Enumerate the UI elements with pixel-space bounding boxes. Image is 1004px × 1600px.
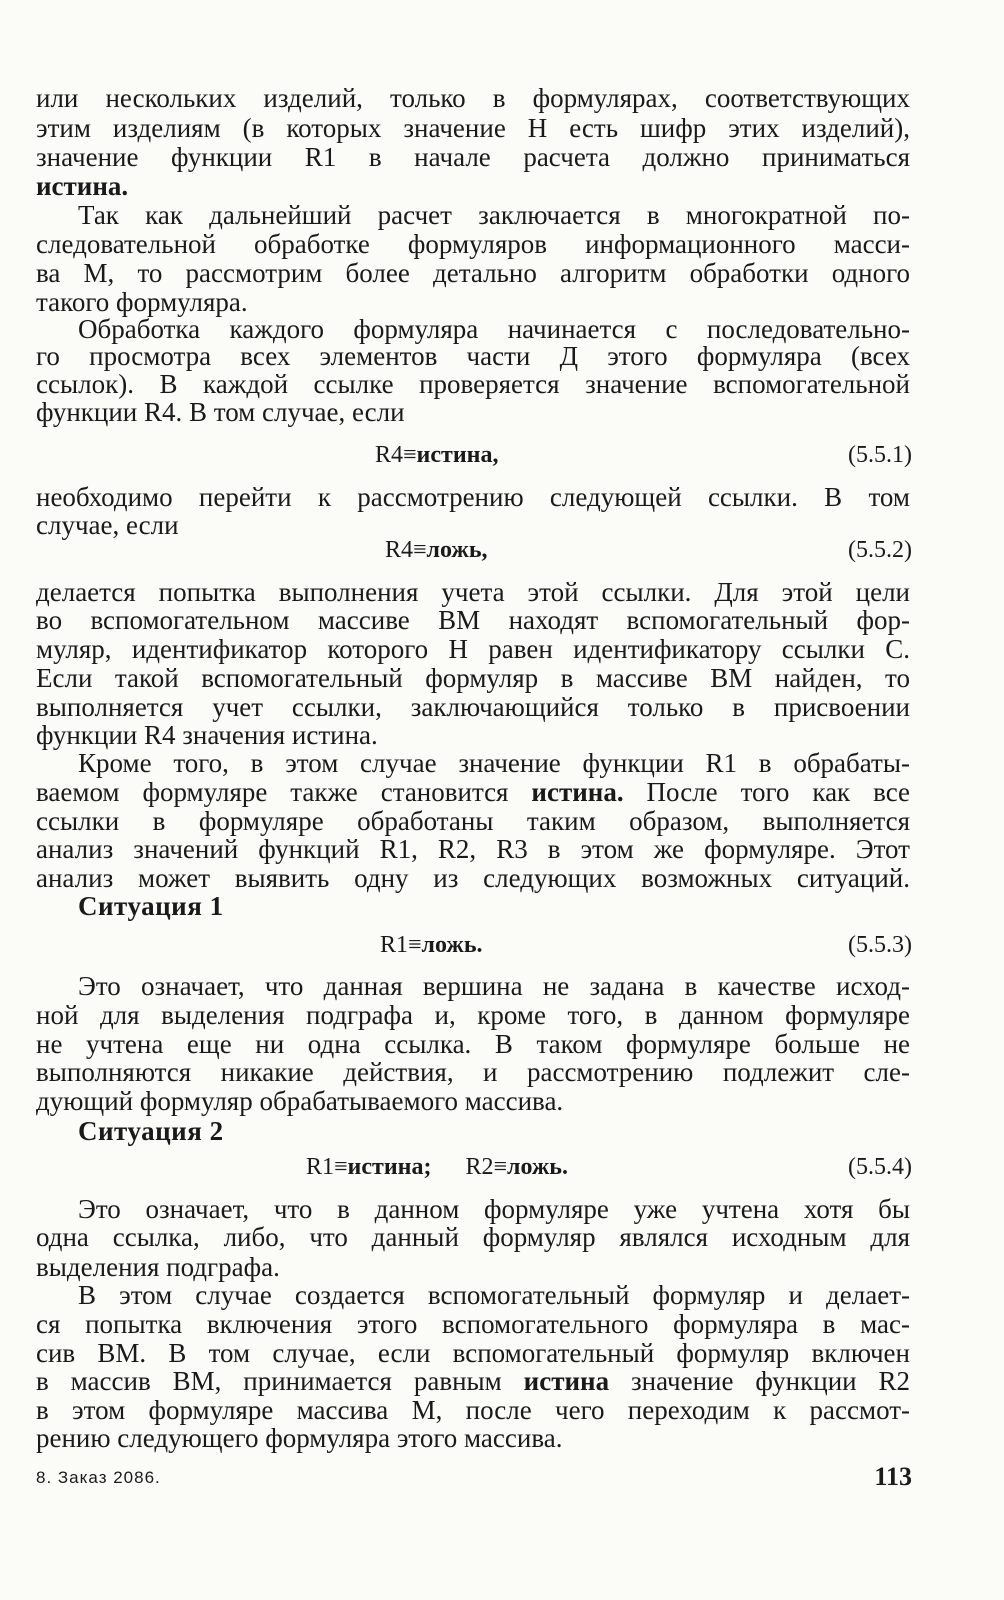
formula-lhs: R2≡ — [465, 1154, 508, 1180]
paragraph-start-line: Кроме того, в этом случае значение функции R1 в обрабаты- — [78, 748, 910, 778]
emphasis-word: истина. — [36, 171, 129, 201]
formula-5-5-1 — [375, 440, 498, 470]
paragraph-start-line: Это означает, что в данном формуляре уже учтена хотя бы — [78, 1194, 910, 1224]
text-line: ной для выделения подграфа и, кроме того, в данном формуляре — [36, 1000, 910, 1030]
situation-2-heading: Ситуация 2 — [78, 1116, 224, 1146]
paragraph-start-line: Обработка каждого формуляра начинается с последовательно- — [78, 314, 910, 344]
formula-lhs: R1≡ — [380, 932, 422, 958]
text-line: или нескольких изделий, только в формулярах, соответствующих — [36, 83, 910, 113]
text-line: функции R4. В том случае, если — [36, 397, 405, 427]
text-line: необходимо перейти к рассмотрению следующей ссылки. В том — [36, 482, 910, 512]
text-line: во вспомогательном массиве ВМ находят вспомогательный фор- — [36, 605, 910, 635]
formula-rhs: ложь. — [421, 932, 483, 958]
text-line: муляр, идентификатор которого Н равен идентификатору ссылки С. — [36, 634, 910, 664]
text-line: случае, если — [36, 510, 179, 540]
formula-lhs: R1≡ — [306, 1154, 348, 1180]
text-line: выполняется учет ссылки, заключающийся только в присвоении — [36, 692, 910, 722]
text-fragment: в массив ВМ, принимается равным — [36, 1366, 524, 1396]
text-line: выделения подграфа. — [36, 1252, 280, 1282]
paragraph-start-line: Это означает, что данная вершина не задана в качестве исход- — [78, 971, 910, 1001]
formula-5-5-3 — [380, 930, 483, 960]
text-line: следовательной обработке формуляров информационного масси- — [36, 229, 910, 259]
text-line — [36, 777, 910, 807]
text-line: го просмотра всех элементов части Д этого формуляра (всех — [36, 341, 910, 371]
text-line: Если такой вспомогательный формуляр в массиве ВМ найден, то — [36, 663, 910, 693]
equation-number: (5.5.2) — [848, 537, 912, 563]
equation-number: (5.5.1) — [848, 442, 912, 468]
equation-number: (5.5.3) — [848, 932, 912, 958]
text-line: сив ВМ. В том случае, если вспомогательный формуляр включен — [36, 1338, 910, 1368]
text-line: функции R4 значения истина. — [36, 720, 378, 750]
text-line: делается попытка выполнения учета этой ссылки. Для этой цели — [36, 577, 910, 607]
formula-5-5-2 — [385, 535, 488, 565]
formula-lhs: R4≡ — [385, 537, 427, 563]
text-line: одна ссылка, либо, что данный формуляр являлся исходным для — [36, 1222, 910, 1252]
text-fragment: ваемом формуляре также становится — [36, 777, 532, 807]
text-line: не учтена еще ни одна ссылка. В таком формуляре больше не — [36, 1029, 910, 1059]
formula-rhs: истина, — [416, 442, 499, 468]
printer-signature: 8. Заказ 2086. — [36, 1468, 161, 1487]
paragraph-start-line: В этом случае создается вспомогательный формуляр и делает- — [78, 1280, 910, 1310]
emphasis-word: истина. — [531, 777, 624, 807]
formula-5-5-4 — [306, 1152, 568, 1182]
text-line: анализ значений функций R1, R2, R3 в этом же формуляре. Этот — [36, 834, 910, 864]
text-line: этим изделиям (в которых значение Н есть шифр этих изделий), — [36, 113, 910, 143]
formula-lhs: R4≡ — [375, 442, 417, 468]
text-line: анализ может выявить одну из следующих возможных ситуаций. — [36, 863, 910, 893]
text-line: ся попытка включения этого вспомогательного формуляра в мас- — [36, 1309, 910, 1339]
text-line: ва М, то рассмотрим более детально алгоритм обработки одного — [36, 258, 910, 288]
equation-number: (5.5.4) — [848, 1154, 912, 1180]
text-fragment: После того как все — [623, 777, 910, 807]
text-line: рению следующего формуляра этого массива. — [36, 1423, 563, 1453]
page-number: 113 — [874, 1462, 912, 1491]
formula-rhs: истина; — [347, 1154, 432, 1180]
text-fragment: значение функции R2 — [609, 1366, 910, 1396]
text-line: ссылок). В каждой ссылке проверяется значение вспомогательной — [36, 369, 910, 399]
text-line: такого формуляра. — [36, 287, 248, 317]
text-line: ссылки в формуляре обработаны таким образом, выполняется — [36, 806, 910, 836]
text-line: выполняются никакие действия, и рассмотрению подлежит сле- — [36, 1057, 910, 1087]
formula-rhs: ложь, — [426, 537, 488, 563]
situation-1-heading: Ситуация 1 — [78, 891, 224, 921]
text-line: в этом формуляре массива М, после чего переходим к рассмот- — [36, 1395, 910, 1425]
text-line: значение функции R1 в начале расчета должно приниматься — [36, 142, 910, 172]
formula-rhs: ложь. — [507, 1154, 568, 1180]
paragraph-start-line: Так как дальнейший расчет заключается в многократной по- — [78, 200, 910, 230]
emphasis-word: истина — [523, 1366, 610, 1396]
text-line — [36, 1366, 910, 1396]
text-line: дующий формуляр обрабатываемого массива. — [36, 1086, 564, 1116]
